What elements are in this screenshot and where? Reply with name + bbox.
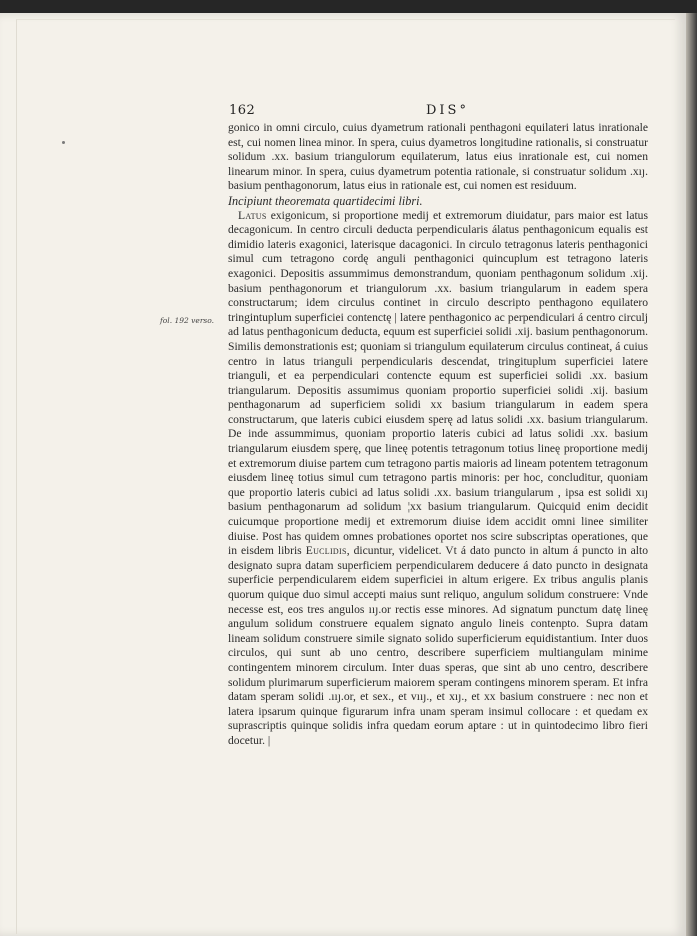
page-number: 162 — [229, 103, 256, 118]
initial-word: Latus — [238, 208, 267, 222]
paragraph-2-body: exigonicum, si proportione medij et extremorum diuidatur, pars maior est latus decagonicum. In centro circuli deducta perpendicularis álatus penthagonicum equalis est dimidio lateris exagonici, laterisque dacagonici. In circulo tetragonus lateris penthagonici simul cum tetragono cordę anguli penthagonici quincuplum est tetragono lateris exagonici. Depositis assummimus demonstrandum, quoniam penthagonum solidum .xij. basium penthagonorum et triangulorum .xx. basium triangularum in eadem spera constructarum; idem circulus continet in circulo descripto penthagono equilatero tringintuplum superficiei contenctę | latere penthagonico ac perpendiculari á centro circulj ad latus penthagonicum deducta, equum est superficiei solidi .xij. basium penthagonorum. Similis demonstrationis est; quoniam si triangulum equilaterum circulus contineat, á cuius centro in latus trianguli perpendicularis descendat, tringituplum superficiei latere trianguli, et ea perpendiculari contencte equum est superficiei solidi .xx. basium triangularum. Depositis assumimus quoniam proportio superficiei solidi .xij. basium penthagonarum ad superficiem solidi xx basium triangularum in eadem spera constructarum, que lateris cubici eiusdem sperę ad latus solidi .xx. basium triangularum. De inde assummimus, quoniam proportio lateris cubici ad latus solidi .xx. basium triangularum eiusdem sperę, que lineę potentis tetragonum totius lineę proportione medij et extremorum diuise partem cum tetragono partis maioris ad lineam potentem tetragonum eiusdem lineę totius simul cum tetragono partis minoris: per hoc, concluditur, quoniam que proportio lateris cubici ad latus solidi .xx. basium triangularum , ipsa est solidi xıȷ basium penthagonarum ad solidum ¦xx basium triangularum. Quicquid enim decidit cuicumque proportione medij et extremorum diuise idem accidit omni linee similiter diuise. Post has quidem omnes probationes oportet nos scire subscriptas operationes, que in eisdem libris — [228, 208, 648, 558]
page-mark — [62, 141, 65, 144]
main-text — [228, 121, 648, 749]
paragraph-2 — [228, 209, 648, 749]
margin-note: fol. 192 verso. — [160, 316, 215, 325]
section-heading: Incipiunt theoremata quartidecimi libri. — [228, 193, 423, 208]
author-name: Euclidis — [305, 544, 347, 558]
paragraph-1: gonico in omni circulo, cuius dyametrum rationali penthagoni equilateri latus inrationale est, cui nomen linea minor. In spera, cuius dyametros longitudine rationalis, si construatur solidum .xx. basium triangulorum equilaterum, latus eius inrationale est, cui nomen linearum minor. In spera, cuius dyametrum potentia rationale, si construatur solidum .xıȷ. basium penthagonorum, latus eius in rationale est, cui nomen est residuum. — [228, 121, 648, 193]
page-edge — [686, 13, 697, 936]
paragraph-2-tail: , dicuntur, videlicet. Vt á dato puncto in altum á puncto in alto designato supra datam superficiem perpendicularem deducere á dato puncto in designata superficie perpendicularem eidem superficiei in altum erigere. Ex tribus angulis planis quorum quique duo simul accepti maius sunt reliquo, angulum solidum construere: Vnde necesse est, eos tres angulos ııȷ.or rectis esse minores. Ad signatum punctum datę lineę angulum solidum construere equalem signato angulo lineis contenpto. Supra datam lineam solidum construere simile signato solido superficierum equidistantium. Inter duos circulos, qui sunt ab uno centro, describere superficiem multiangulam minime contingentem minorem circulum. Inter duas speras, que sint ab uno centro, describere solidum plurimarum superficierum maiorem speram contingens minorem speram. Et infra datam speram solidi .ııȷ.or, et sex., et vııȷ., et xıȷ., et xx basium construere : nec non et latera ipsarum quinque figurarum infra unam speram insimul collocare : et quedam ex suprascriptis quinque solidis infra quedam eorum aptare : ut in quintodecimo libro fieri docetur. | — [228, 544, 648, 747]
running-title: DIS° — [426, 103, 469, 118]
running-header — [229, 103, 649, 121]
